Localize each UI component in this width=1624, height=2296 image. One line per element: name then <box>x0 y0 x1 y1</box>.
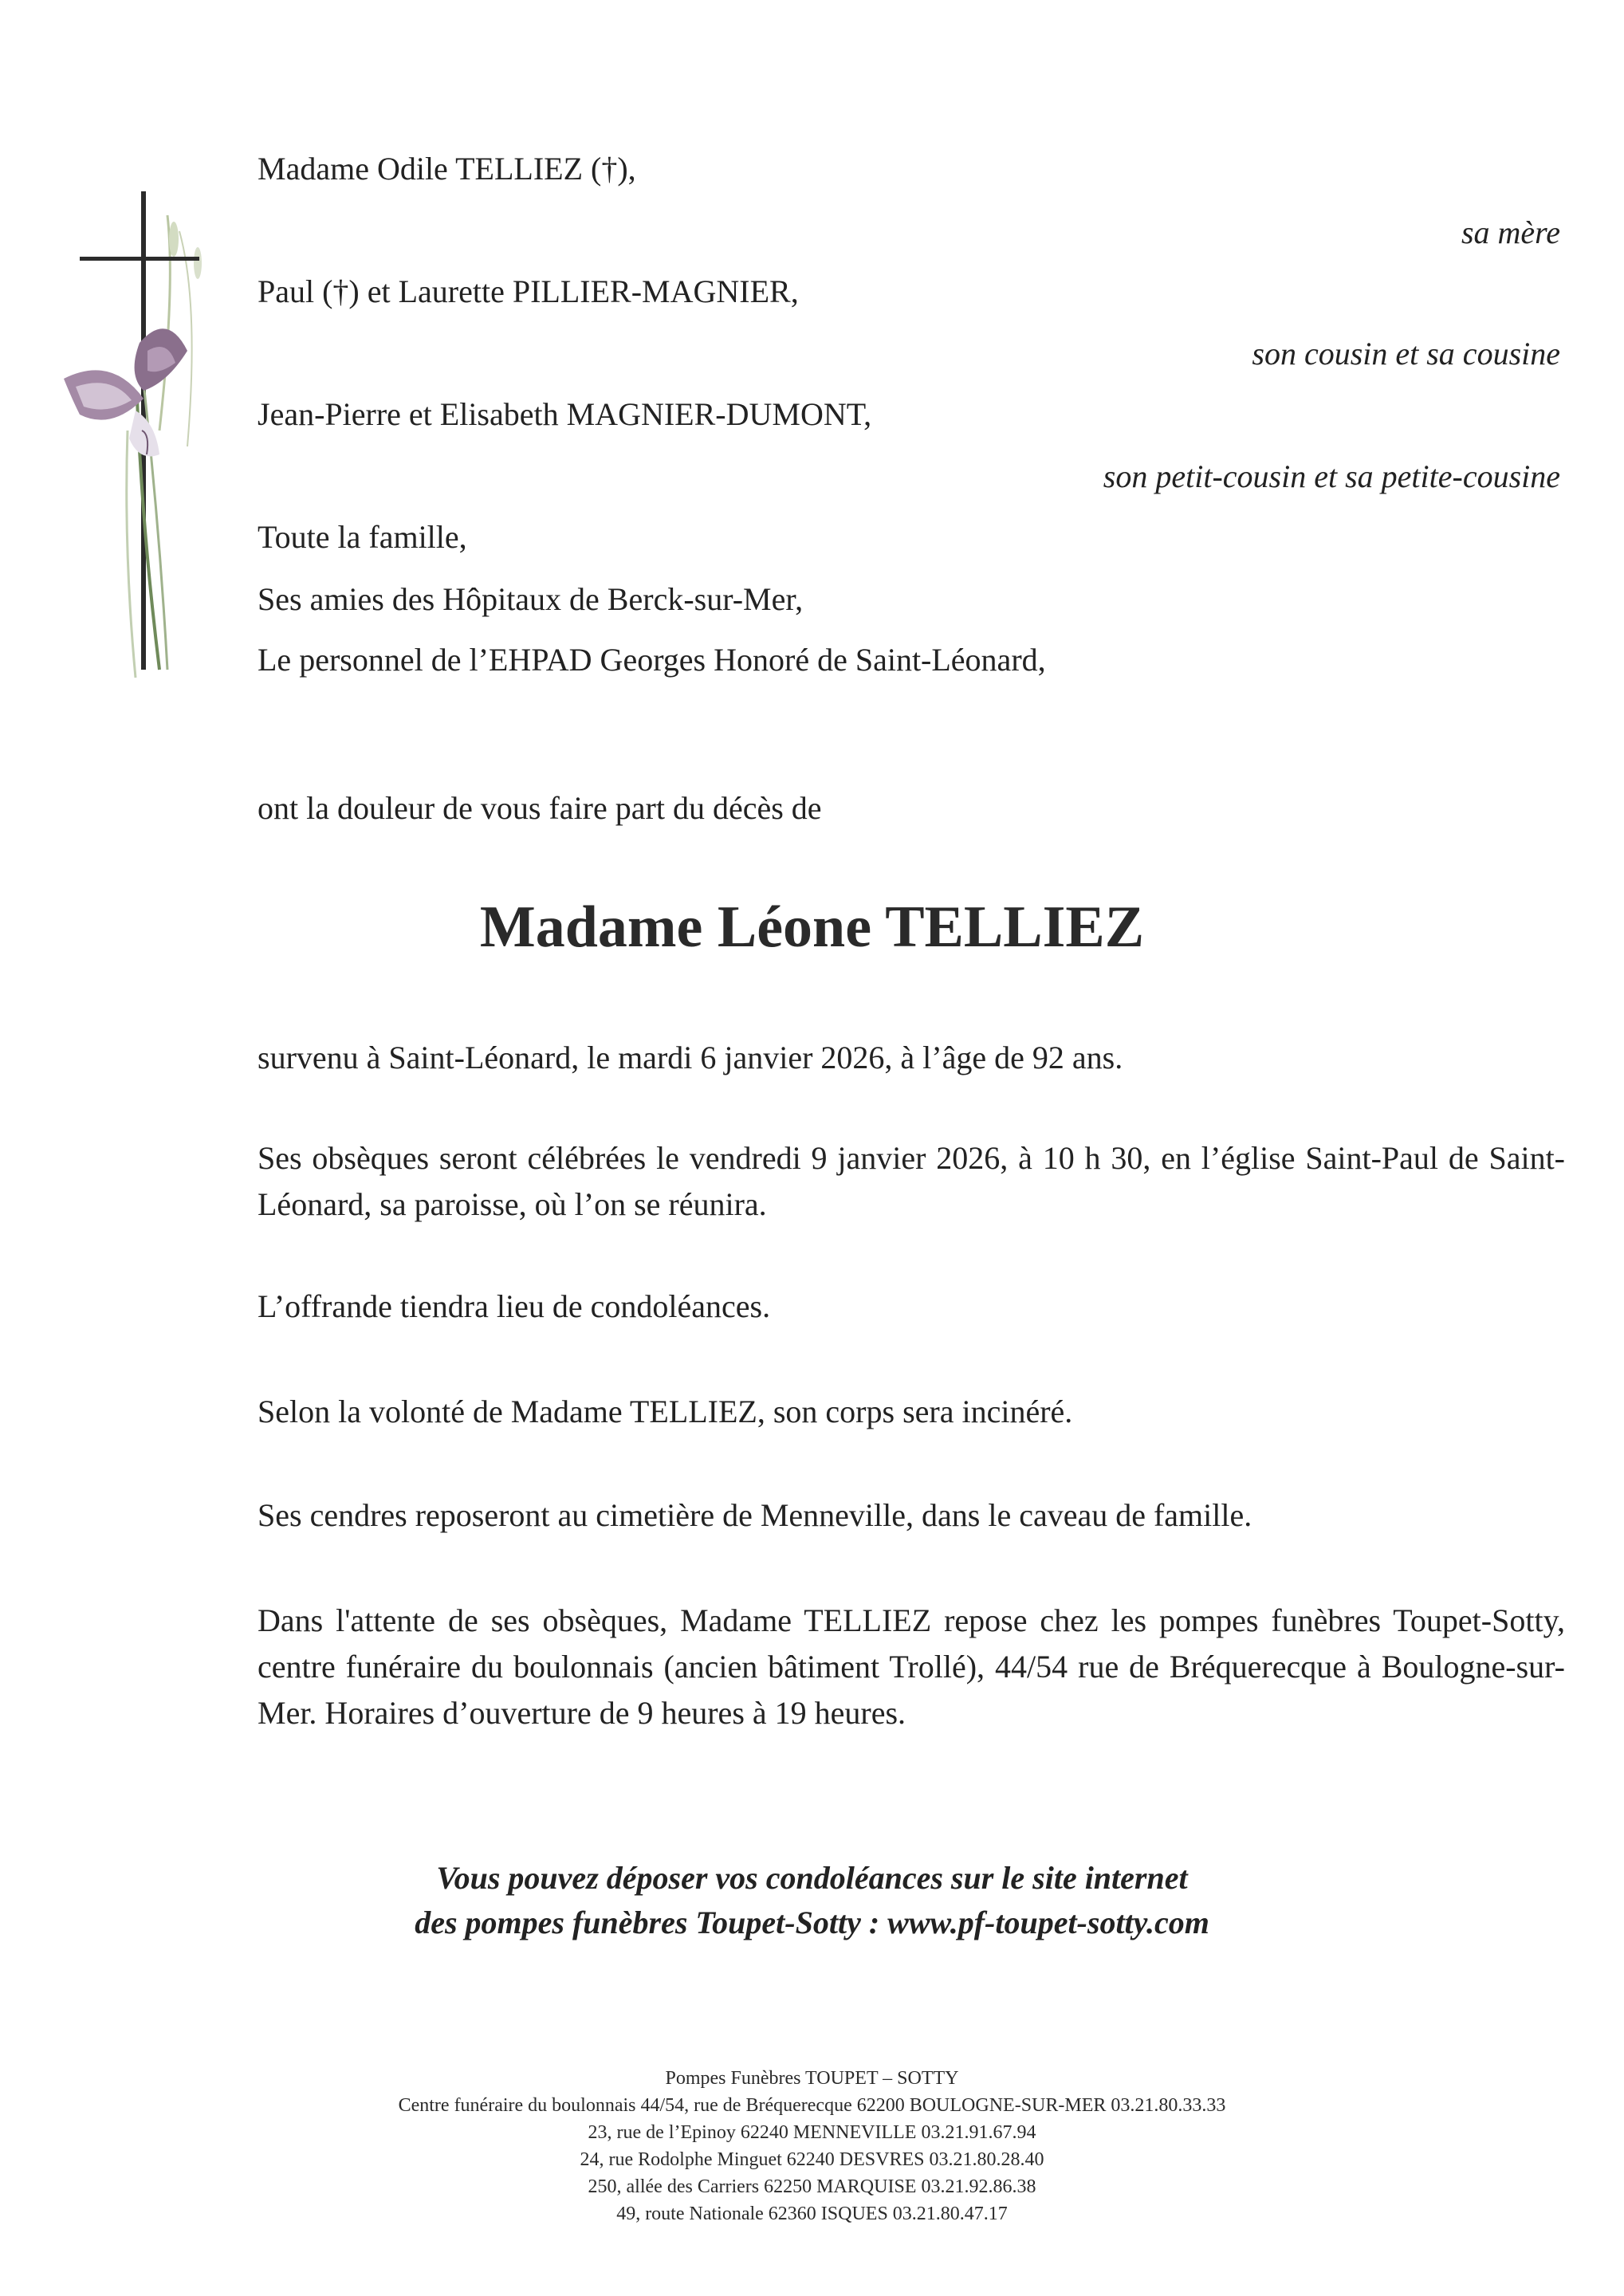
paragraph-date: survenu à Saint-Léonard, le mardi 6 janvier 2026, à l’âge de 92 ans. <box>258 1040 1123 1075</box>
family-relation-3: son petit-cousin et sa petite-cousine <box>1103 458 1560 494</box>
family-relation-2: son cousin et sa cousine <box>1252 336 1560 372</box>
family-name-2: Paul (†) et Laurette PILLIER-MAGNIER, <box>258 273 799 309</box>
condolences-line-2: des pompes funèbres Toupet-Sotty : www.pf-toupet-sotty.com <box>415 1905 1209 1940</box>
footer-address-5: 49, route Nationale 62360 ISQUES 03.21.80.47.17 <box>616 2204 1008 2224</box>
footer-company: Pompes Funèbres TOUPET – SOTTY <box>665 2068 959 2089</box>
paragraph-cremation: Selon la volonté de Madame TELLIEZ, son corps sera incinéré. <box>258 1394 1073 1429</box>
paragraph-funeral: Ses obsèques seront célébrées le vendredi 9 janvier 2026, à 10 h 30, en l’église Saint-Paul de Saint-Léonard, sa paroisse, où l’on se réunira. <box>258 1140 1565 1222</box>
family-relation-1: sa mère <box>1461 214 1560 250</box>
others-line-2: Ses amies des Hôpitaux de Berck-sur-Mer, <box>258 581 804 617</box>
announcement-text: ont la douleur de vous faire part du décès de <box>258 790 822 826</box>
paragraph-ashes: Ses cendres reposeront au cimetière de Menneville, dans le caveau de famille. <box>258 1497 1252 1533</box>
footer-address-1: Centre funéraire du boulonnais 44/54, rue de Bréquerecque 62200 BOULOGNE-SUR-MER 03.21.80.33.33 <box>398 2095 1226 2116</box>
others-line-3: Le personnel de l’EHPAD Georges Honoré de Saint-Léonard, <box>258 642 1046 678</box>
condolences-line-1: Vous pouvez déposer vos condoléances sur le site internet <box>436 1860 1188 1896</box>
paragraph-offering: L’offrande tiendra lieu de condoléances. <box>258 1288 771 1324</box>
paragraph-rest-location: Dans l'attente de ses obsèques, Madame TELLIEZ repose chez les pompes funèbres Toupet-Sotty, centre funéraire du boulonnais (ancien bâtiment Trollé), 44/54 rue de Bréquerecque à Boulogne-sur-Mer. Horaires d’ouverture de 9 heures à 19 heures. <box>258 1602 1565 1731</box>
footer-address-4: 250, allée des Carriers 62250 MARQUISE 03.21.92.86.38 <box>588 2176 1036 2197</box>
footer-address-3: 24, rue Rodolphe Minguet 62240 DESVRES 03.21.80.28.40 <box>580 2149 1044 2170</box>
family-name-1: Madame Odile TELLIEZ (†), <box>258 151 636 187</box>
deceased-name: Madame Léone TELLIEZ <box>479 894 1145 960</box>
family-name-3: Jean-Pierre et Elisabeth MAGNIER-DUMONT, <box>258 396 872 432</box>
cross-with-lily-icon <box>48 191 239 686</box>
footer-address-2: 23, rue de l’Epinoy 62240 MENNEVILLE 03.21.91.67.94 <box>588 2122 1036 2143</box>
others-line-1: Toute la famille, <box>258 519 467 555</box>
